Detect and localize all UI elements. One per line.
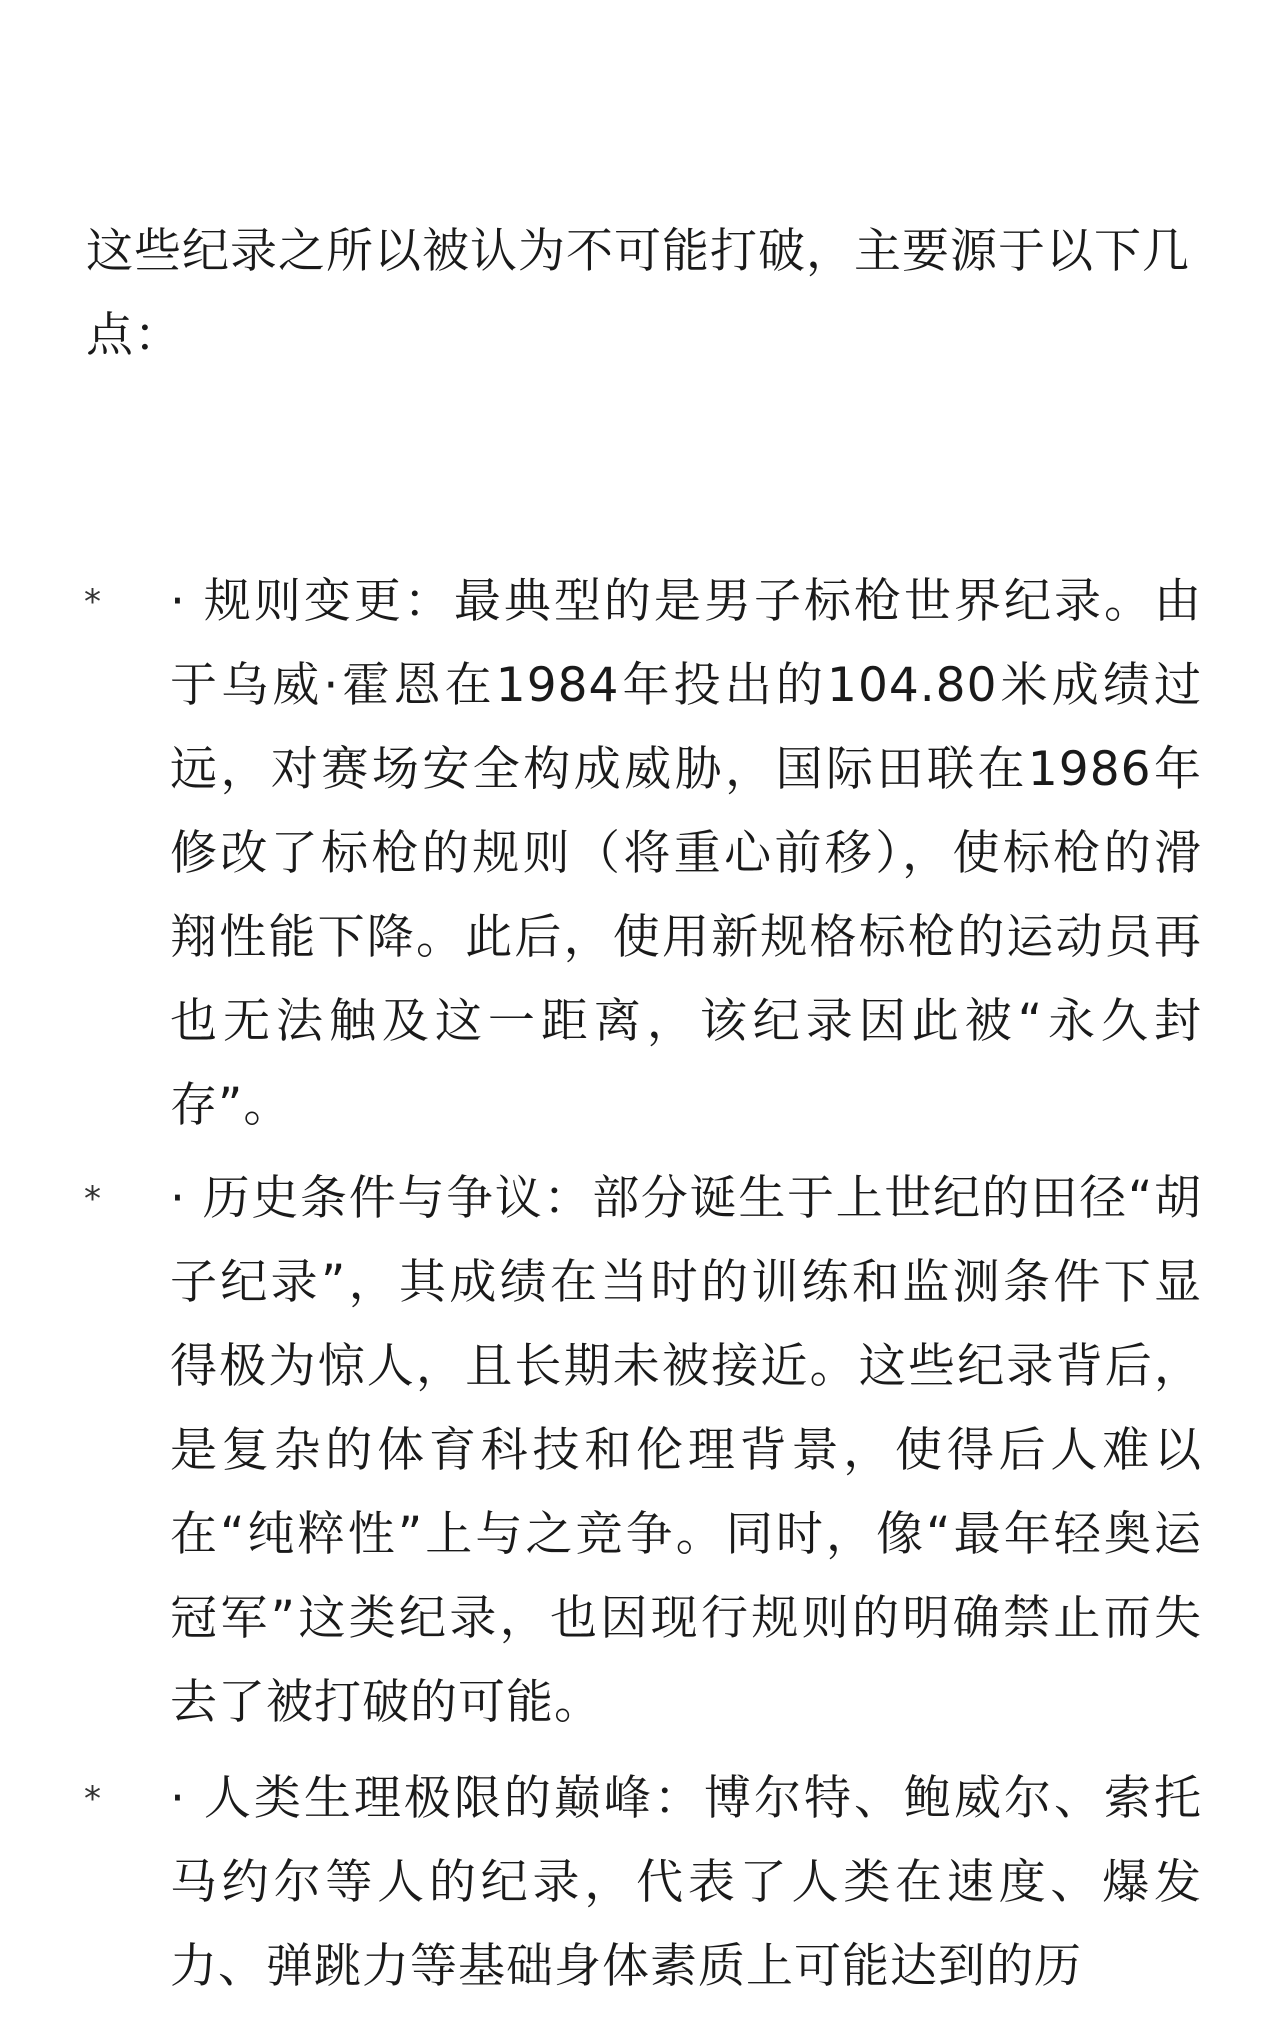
bullet-marker: *: [84, 582, 101, 622]
list-item-text: · 人类生理极限的巅峰：博尔特、鲍威尔、索托马约尔等人的纪录，代表了人类在速度、爆发力、弹跳力等基础身体素质上可能达到的历: [170, 1771, 1202, 1994]
bullet-marker: *: [84, 1179, 101, 1219]
list-item-text: · 规则变更：最典型的是男子标枪世界纪录。由于乌威·霍恩在1984年投出的104.80米成绩过远，对赛场安全构成威胁，国际田联在1986年修改了标枪的规则（将重心前移），使标枪的滑翔性能下降。此后，使用新规格标枪的运动员再也无法触及这一距离，该纪录因此被“永久封存”。: [170, 574, 1202, 1133]
intro-paragraph: 这些纪录之所以被认为不可能打破，主要源于以下几点：: [86, 224, 1190, 363]
list-item-text: · 历史条件与争议：部分诞生于上世纪的田径“胡子纪录”，其成绩在当时的训练和监测条件下显得极为惊人，且长期未被接近。这些纪录背后，是复杂的体育科技和伦理背景，使得后人难以在“纯粹性”上与之竞争。同时，像“最年轻奥运冠军”这类纪录，也因现行规则的明确禁止而失去了被打破的可能。: [170, 1171, 1202, 1730]
bullet-marker: *: [84, 1779, 101, 1819]
